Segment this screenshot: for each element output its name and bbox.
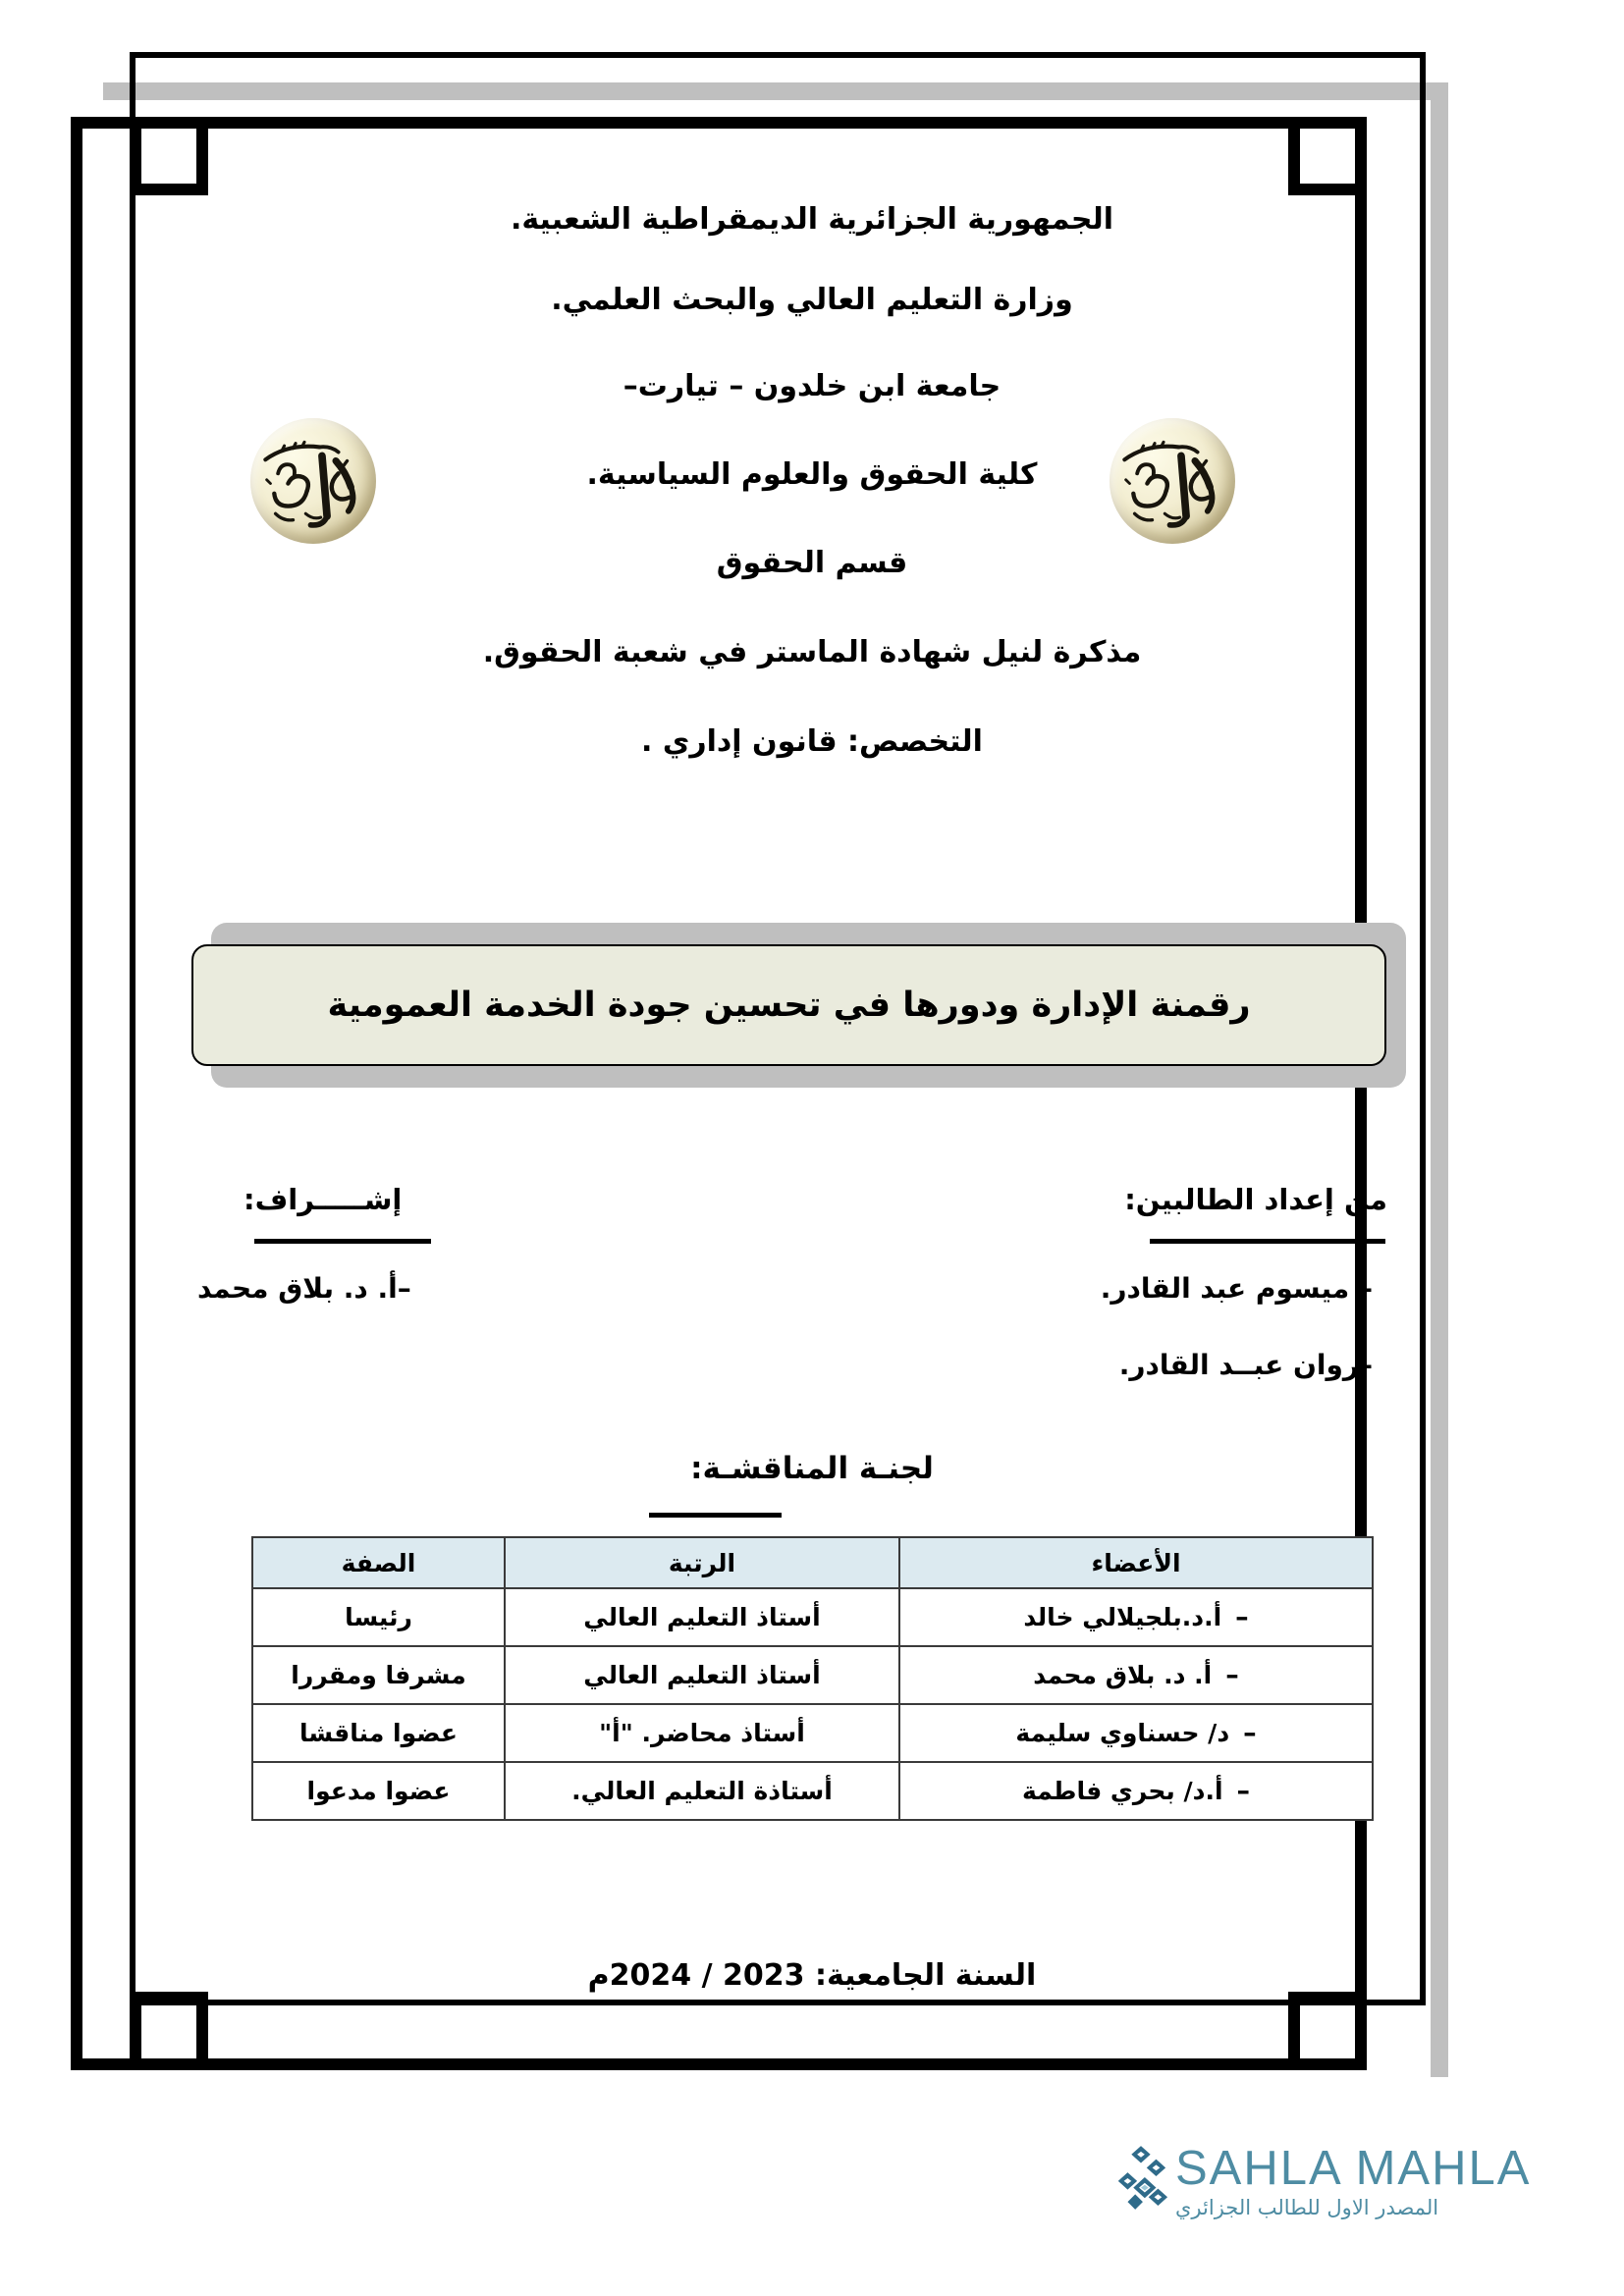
- academic-year: السنة الجامعية: 2023 / 2024م: [587, 1958, 1037, 1993]
- cell-rank: أستاذ محاضر. "أ": [505, 1704, 899, 1762]
- table-row: [252, 1646, 1373, 1704]
- students-heading: من إعداد الطالبين:: [1124, 1183, 1387, 1216]
- row-dash: –: [1235, 1602, 1249, 1632]
- title-plaque: [191, 944, 1386, 1066]
- jury-table-body: [252, 1588, 1373, 1820]
- member-name: أ. د. بلاق محمد: [1033, 1661, 1213, 1689]
- jury-heading: لجنـة المناقشـة:: [690, 1451, 934, 1486]
- column-header-rank: الرتبة: [505, 1537, 899, 1588]
- member-name: أ.د/ بحري فاطمة: [1021, 1777, 1223, 1805]
- frame-shadow-top: [103, 82, 1448, 100]
- cell-rank: أستاذة التعليم العالي.: [505, 1762, 899, 1820]
- cell-rank: أستاذ التعليم العالي: [505, 1588, 899, 1646]
- frame-corner-square-tr: [1288, 117, 1367, 195]
- row-dash: –: [1236, 1776, 1251, 1806]
- table-row: [252, 1588, 1373, 1646]
- student-name-2: –روان عبــد القادر.: [1118, 1349, 1373, 1381]
- header-line-department: قسم الحقوق: [716, 546, 908, 580]
- member-name: د/ حسناوي سليمة: [1015, 1719, 1230, 1747]
- supervisor-heading: إشـــــراف:: [244, 1183, 403, 1216]
- header-line-republic: الجمهورية الجزائرية الديمقراطية الشعبية.: [510, 202, 1114, 237]
- jury-table: [251, 1536, 1374, 1821]
- cell-role: عضوا مناقشا: [252, 1704, 505, 1762]
- header-text-block: [0, 202, 1624, 759]
- cell-role: رئيسا: [252, 1588, 505, 1646]
- student-name-1: – ميسوم عبد القادر.: [1100, 1272, 1373, 1305]
- watermark-subtitle: المصدر الاول للطالب الجزائري: [1175, 2196, 1439, 2219]
- cell-role: عضوا مدعوا: [252, 1762, 505, 1820]
- students-heading-rule: [1150, 1239, 1385, 1244]
- column-header-role: الصفة: [252, 1537, 505, 1588]
- watermark-title: SAHLA MAHLA: [1175, 2142, 1532, 2195]
- cell-role: مشرفا ومقررا: [252, 1646, 505, 1704]
- header-line-specialty: التخصص: قانون إداري .: [641, 724, 983, 759]
- frame-corner-square-tl: [130, 117, 208, 195]
- row-dash: –: [1225, 1660, 1239, 1690]
- cell-rank: أستاذ التعليم العالي: [505, 1646, 899, 1704]
- frame-corner-square-br: [1288, 1992, 1367, 2070]
- table-row: [252, 1704, 1373, 1762]
- header-line-university: جامعة ابن خلدون – تيارت–: [623, 369, 1001, 403]
- supervisor-name-1: –أ. د. بلاق محمد: [197, 1272, 411, 1305]
- watermark: [1112, 2142, 1532, 2219]
- cell-member: [899, 1704, 1373, 1762]
- header-line-ministry: وزارة التعليم العالي والبحث العلمي.: [551, 283, 1073, 317]
- table-header-row: [252, 1537, 1373, 1588]
- supervisor-heading-rule: [254, 1239, 431, 1244]
- university-seal-right: [1110, 418, 1235, 544]
- column-header-members: الأعضاء: [899, 1537, 1373, 1588]
- table-row: [252, 1762, 1373, 1820]
- row-dash: –: [1243, 1718, 1257, 1748]
- cell-member: [899, 1762, 1373, 1820]
- university-seal-left: [250, 418, 376, 544]
- thesis-title: رقمنة الإدارة ودورها في تحسين جودة الخدمة العمومية: [327, 986, 1251, 1025]
- watermark-logo-icon: [1112, 2145, 1169, 2210]
- jury-heading-rule: [649, 1513, 782, 1518]
- cell-member: [899, 1588, 1373, 1646]
- header-line-faculty: كلية الحقوق والعلوم السياسية.: [586, 457, 1038, 492]
- header-line-degree: مذكرة لنيل شهادة الماستر في شعبة الحقوق.: [482, 635, 1142, 669]
- cell-member: [899, 1646, 1373, 1704]
- frame-corner-square-bl: [130, 1992, 208, 2070]
- member-name: أ.د.بلجيلالي خالد: [1023, 1603, 1222, 1631]
